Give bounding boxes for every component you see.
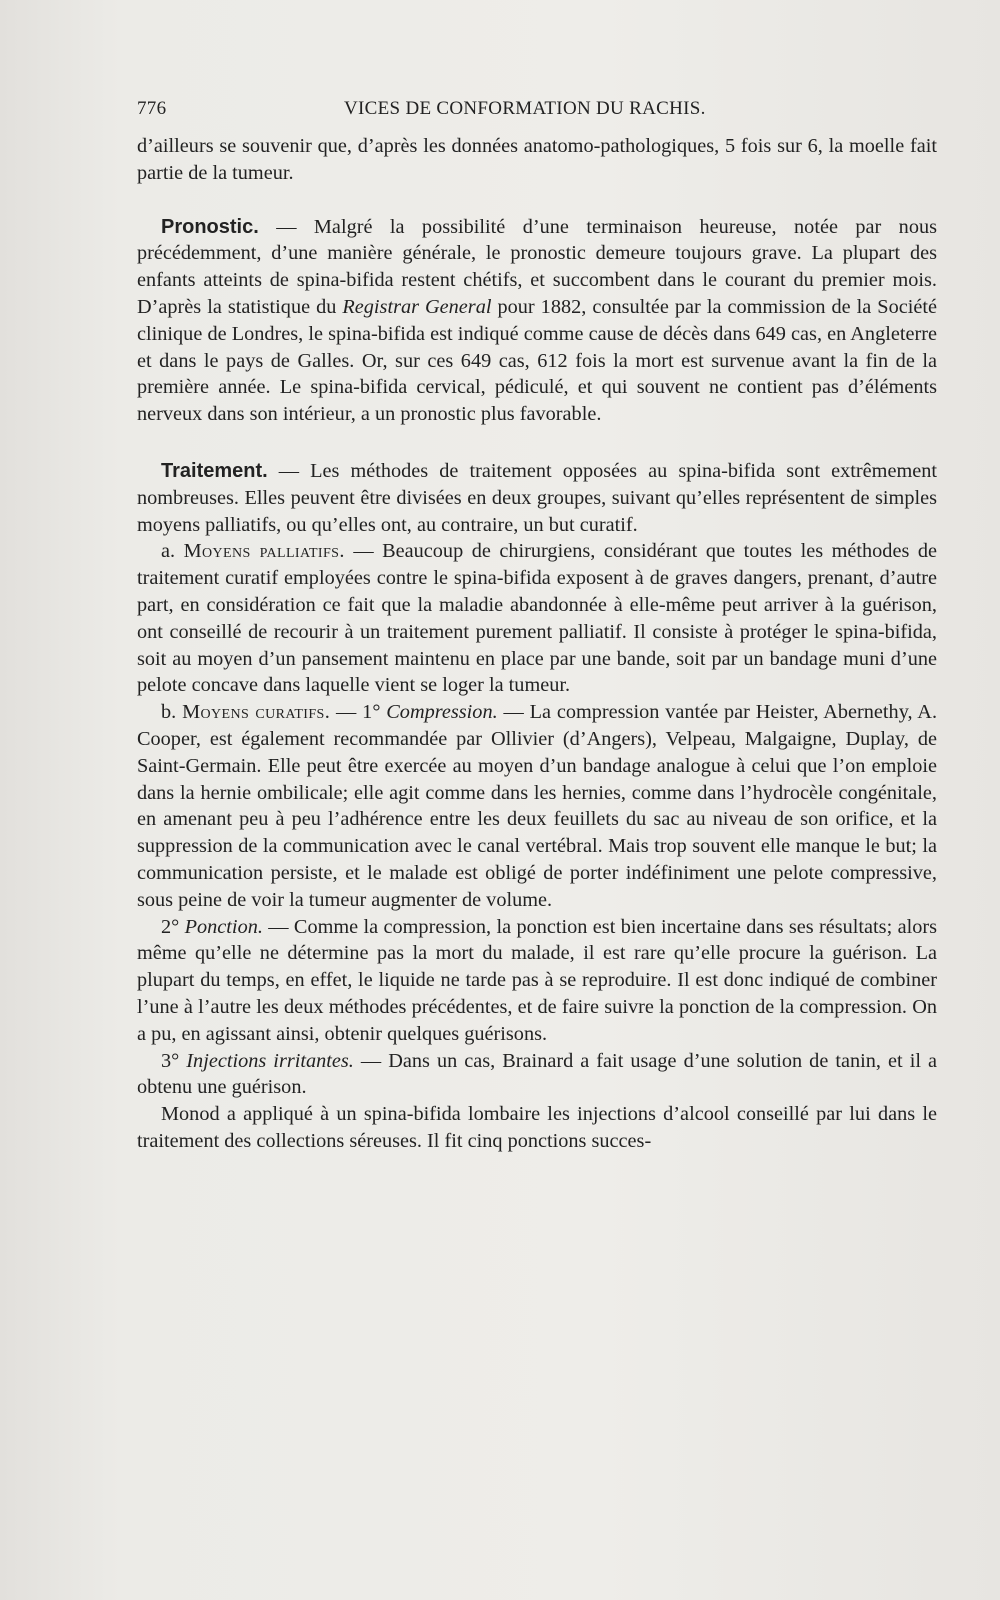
page-body (137, 133, 937, 1155)
italic-term: Compression. (386, 701, 498, 724)
paragraph-pronostic (137, 214, 937, 428)
item-label: a. (161, 540, 184, 563)
paragraph-injections (137, 1048, 937, 1102)
item-number: 3° (161, 1049, 187, 1072)
paragraph-text: pour 1882, consultée par la commission de la Société clinique de Londres, le spina-bifida est indiqué comme cause de décès dans 649 cas, en Angleterre et dans le pays de Galles. Or, sur ces 649 cas, 612 fois la mort est survenue avant la fin de la première année. Le spina-bifida cervical, pédiculé, et qui souvent ne contient pas d’éléments nerveux dans son intérieur, a un pronostic plus favorable. (137, 295, 937, 426)
paragraph-text: — Comme la compression, la ponction est bien incertaine dans ses résultats; alors même qu’elle ne détermine pas la mort du malade, il est rare qu’elle procure la guérison. La plupart du temps, en effet, le liquide ne tarde pas à se reproduire. Il est donc indiqué de combiner l’une à l’autre les deux méthodes précédentes, et de faire suivre la ponction de la compression. On a pu, en agissant ainsi, obtenir quelques guérisons. (137, 915, 937, 1045)
subheading-moyens-palliatifs: Moyens palliatifs. (183, 540, 345, 563)
section-heading-traitement: Traitement. (161, 459, 268, 482)
paragraph-text: — 1° (330, 701, 387, 724)
section-heading-pronostic: Pronostic. (161, 215, 259, 238)
paragraph-text: — Dans un cas, Brainard a fait usage d’une solution de tanin, et il a obtenu une guérison. (137, 1049, 938, 1099)
italic-term: Ponction. (184, 915, 263, 938)
paragraph-text: — La compression vantée par Heister, Abernethy, A. Cooper, est également recommandée par Ollivier (d’Angers), Velpeau, Malgaigne, Duplay, de Saint-Germain. Elle peut être exercée au moyen d’un bandage analogue à celui que l’on emploie dans la hernie ombilicale; elle agit comme dans les hernies, comme dans l’hydrocèle congénitale, en amenant peu à peu l’adhérence entre les deux feuillets du sac au niveau de son orifice, et la suppression de la communication avec le canal vertébral. Mais trop souvent elle manque le but; la communication persiste, et le malade est obligé de porter indéfiniment une pelote compressive, sous peine de voir la tumeur augmenter de volume. (137, 701, 938, 911)
subheading-moyens-curatifs: Moyens curatifs. (182, 701, 331, 724)
paragraph-traitement (137, 458, 937, 538)
paragraph-moyens-curatifs (137, 699, 937, 913)
paragraph-continuation (137, 133, 937, 187)
running-title: VICES DE CONFORMATION DU RACHIS. (344, 98, 706, 119)
paragraph-text: — Les méthodes de traitement opposées au spina-bifida sont extrêmement nombreuses. Elles peuvent être divisées en deux groupes, suivant qu’elles représentent de simples moyens palliatifs, ou qu’elles ont, au contraire, un but curatif. (137, 459, 937, 536)
paragraph-moyens-palliatifs (137, 538, 937, 699)
italic-term: Injections irritantes. (186, 1049, 354, 1072)
item-number: 2° (161, 915, 185, 938)
page-number: 776 (137, 98, 167, 119)
paragraph-text: — Malgré la possibilité d’une terminaison heureuse, notée par nous précédemment, d’une manière générale, le pronostic demeure toujours grave. La plupart des enfants atteints de spina-bifida restent chétifs, et succombent dans le courant du premier mois. D’après la statistique du (137, 215, 937, 318)
paragraph-text: — Beaucoup de chirurgiens, considérant que toutes les méthodes de traitement curatif employées contre le spina-bifida exposent à de graves dangers, prenant, d’autre part, en considération ce fait que la maladie abandonnée à elle-même peut arriver à la guérison, ont conseillé de recourir à un traitement purement palliatif. Il consiste à protéger le spina-bifida, soit au moyen d’un pansement maintenu en place par une bande, soit par un bandage muni d’une pelote concave dans laquelle vient se loger la tumeur. (137, 540, 938, 697)
paragraph-ponction (137, 914, 937, 1048)
paragraph-text: d’ailleurs se souvenir que, d’après les données anatomo-pathologiques, 5 fois sur 6, la moelle fait partie de la tumeur. (137, 135, 937, 184)
italic-term: Registrar General (342, 295, 492, 318)
item-label: b. (161, 701, 183, 724)
paragraph-text: Monod a appliqué à un spina-bifida lombaire les injections d’alcool conseillé par lui dans le traitement des collections séreuses. Il fit cinq ponctions succes- (137, 1103, 937, 1152)
paragraph-monod (137, 1101, 937, 1155)
